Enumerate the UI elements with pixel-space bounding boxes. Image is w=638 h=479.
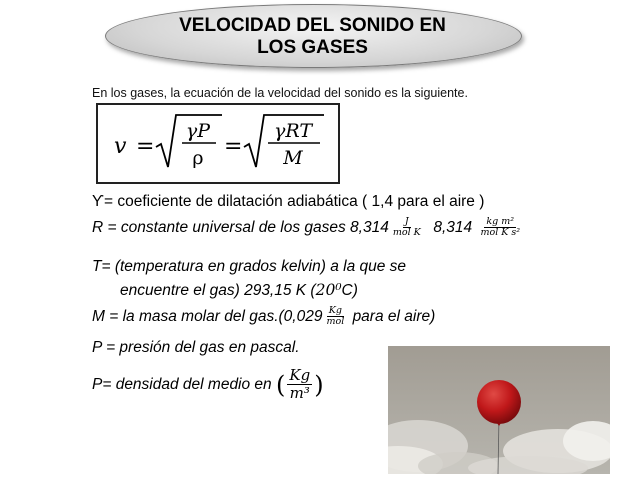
r-unit-1-den: mol K: [392, 226, 421, 238]
r-value-2: 8,314: [433, 219, 473, 237]
m-unit-num: Kg: [328, 305, 342, 316]
title-line-1: VELOCIDAD DEL SONIDO EN: [179, 15, 446, 36]
t-definition-line-1: T= (temperatura en grados kelvin) a la que se: [92, 258, 407, 275]
intro-text: En los gases, la ecuación de la velocidad del sonido es la siguiente.: [92, 86, 468, 100]
r-text: R = constante universal de los gases 8,314: [92, 219, 389, 237]
red-balloon: [477, 380, 521, 424]
gamma-definition: Ƴ= coeficiente de dilatación adiabática ( 1,4 para el aire ): [92, 193, 485, 210]
density-unit-num: Kg: [289, 366, 311, 384]
t-text-b: C): [341, 282, 358, 299]
formula-v: v: [114, 134, 127, 159]
density-unit-den: m³: [289, 383, 310, 402]
t-text-a: encuentre el gas) 293,15 K (: [120, 282, 316, 299]
t-definition-line-2: [120, 281, 358, 300]
r-unit-1: [391, 217, 423, 239]
formula-den-1: ρ: [192, 147, 204, 169]
m-unit-den: mol: [326, 315, 345, 327]
formula-den-2: M: [283, 147, 303, 169]
m-text-a: M = la masa molar del gas.(0,029: [92, 308, 323, 326]
formula-eq-1: =: [136, 134, 155, 159]
density-unit: [287, 368, 312, 402]
slide-title: [105, 15, 520, 59]
balloon-photo: [388, 346, 610, 474]
t-temperature: 20⁰: [315, 281, 342, 299]
p-definition: P = presión del gas en pascal.: [92, 339, 300, 356]
formula-box: [96, 103, 340, 184]
formula-num-1: γP: [185, 120, 211, 142]
density-definition: P= densidad del medio en ( $\frac{Kg}{\text{m³}}$ ): [92, 366, 324, 402]
r-definition: [92, 217, 524, 239]
m-unit: [324, 306, 346, 328]
r-unit-1-num: J: [404, 216, 409, 227]
title-line-2: LOS GASES: [257, 37, 368, 58]
speed-of-sound-formula: [98, 105, 338, 182]
r-unit-2-num: kg m²: [486, 216, 515, 227]
r-unit-2-den: mol K s²: [480, 226, 521, 238]
r-unit-2: [478, 217, 522, 239]
formula-num-2: γRT: [274, 120, 312, 142]
density-text: P= densidad del medio en: [92, 376, 272, 394]
m-text-b: para el aire): [352, 308, 436, 326]
m-definition: [92, 306, 435, 328]
formula-eq-2: =: [224, 134, 243, 159]
